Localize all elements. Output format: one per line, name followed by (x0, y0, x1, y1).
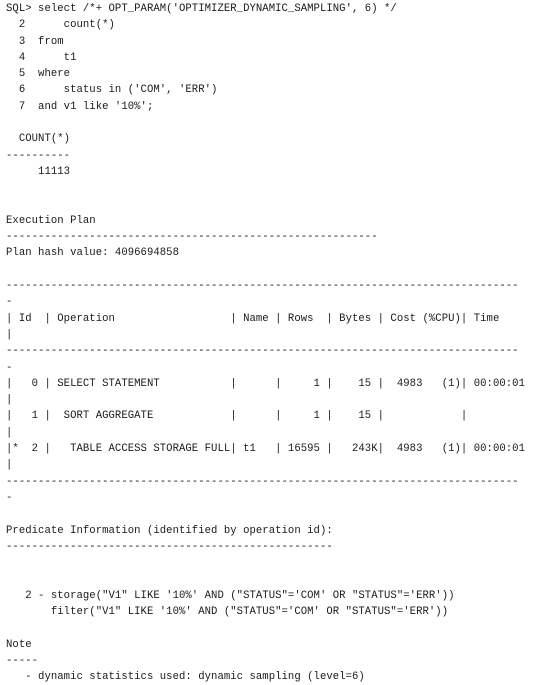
sql-line-4: 4 t1 (6, 51, 77, 64)
predicate-info-heading: Predicate Information (identified by operation id): (6, 524, 333, 537)
note-underline: ----- (6, 654, 39, 667)
plan-table-border: -------------------------------------------------------------------------------- (6, 280, 519, 293)
plan-table-row-wrap: | (6, 459, 13, 472)
blank-line (6, 555, 559, 571)
predicate-storage: 2 - storage("V1" LIKE '10%' AND ("STATUS"='COM' OR "STATUS"='ERR')) (6, 589, 455, 602)
execution-plan-underline: ---------------------------------------------------------- (6, 231, 378, 244)
blank-line (6, 571, 559, 587)
sql-line-6: 6 status in ('COM', 'ERR') (6, 84, 218, 97)
plan-table-border-wrap: - (6, 491, 13, 504)
plan-table-row-wrap: | (6, 426, 13, 439)
blank-line (6, 506, 559, 522)
result-separator: ---------- (6, 149, 71, 162)
note-dynamic-statistics: - dynamic statistics used: dynamic sampling (level=6) (6, 671, 365, 684)
plan-table-border: -------------------------------------------------------------------------------- (6, 475, 519, 488)
sql-line-3: 3 from (6, 35, 64, 48)
blank-line (6, 197, 559, 213)
result-value: 11113 (6, 165, 71, 178)
plan-hash-value: Plan hash value: 4096694858 (6, 247, 179, 260)
predicate-filter: filter("V1" LIKE '10%' AND ("STATUS"='COM' OR "STATUS"='ERR')) (6, 605, 449, 618)
sql-line-5: 5 where (6, 68, 71, 81)
plan-table-border-wrap: - (6, 361, 13, 374)
blank-line (6, 620, 559, 636)
blank-line (6, 115, 559, 131)
predicate-info-underline: --------------------------------------------------- (6, 540, 333, 553)
note-heading: Note (6, 638, 32, 651)
blank-line (6, 262, 559, 278)
sql-line-7: 7 and v1 like '10%'; (6, 100, 154, 113)
plan-table-row: | 1 | SORT AGGREGATE | | 1 | 15 | | (6, 410, 468, 423)
plan-table-header-wrap: | (6, 328, 13, 341)
plan-table-row: |* 2 | TABLE ACCESS STORAGE FULL| t1 | 16595 | 243K| 4983 (1)| 00:00:01 (6, 443, 525, 456)
sql-prompt-line: SQL> select /*+ OPT_PARAM('OPTIMIZER_DYNAMIC_SAMPLING', 6) */ (6, 3, 397, 15)
result-column-header: COUNT(*) (6, 133, 71, 146)
plan-table-header: | Id | Operation | Name | Rows | Bytes | Cost (%CPU)| Time (6, 312, 500, 325)
plan-table-row: | 0 | SELECT STATEMENT | | 1 | 15 | 4983 (1)| 00:00:01 (6, 377, 525, 390)
plan-table-border-wrap: - (6, 296, 13, 309)
sql-line-2: 2 count(*) (6, 19, 115, 32)
plan-table-border: -------------------------------------------------------------------------------- (6, 345, 519, 358)
plan-table-row-wrap: | (6, 394, 13, 407)
execution-plan-heading: Execution Plan (6, 214, 96, 227)
blank-line (6, 180, 559, 196)
sql-output-terminal (6, 1, 559, 684)
